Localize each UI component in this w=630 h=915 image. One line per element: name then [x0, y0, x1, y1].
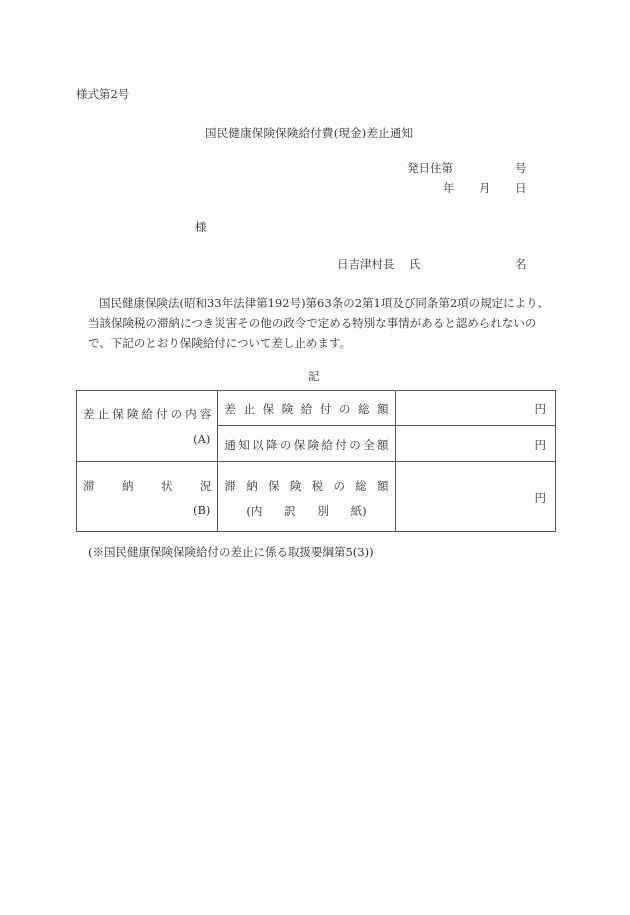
body-line-1: 国民健康保険法(昭和33年法律第192号)第63条の2第1項及び同条第2項の規定により、: [99, 296, 550, 310]
label-char: 通: [224, 438, 236, 452]
row-b-label-cell: [77, 462, 218, 532]
row-b-item-label: [224, 478, 388, 494]
label-char: 以: [252, 438, 264, 452]
issue-suffix: 号: [515, 161, 527, 175]
ki-heading: 記: [308, 369, 320, 383]
sender-title: 日吉津村長: [337, 257, 395, 271]
label-char: 険: [281, 402, 294, 416]
date-day: 日: [515, 181, 527, 195]
sender-mei: 名: [515, 257, 527, 271]
row-a-label: [83, 406, 211, 422]
label-char: 止: [243, 402, 255, 416]
label-char: の: [349, 438, 361, 452]
label-char: 納: [246, 479, 258, 493]
issue-prefix: 発日住第: [407, 161, 453, 175]
label-char: 額: [377, 479, 389, 493]
yen-unit: 円: [534, 491, 546, 505]
row-b-tag: (B): [192, 503, 211, 517]
date-year: 年: [443, 181, 455, 195]
row-b-item-sub: [246, 503, 366, 519]
label-char: 訳: [284, 504, 296, 518]
footnote: (※国民健康保険保険給付の差止に係る取扱要綱第5(3)): [88, 545, 374, 559]
label-char: 付: [335, 438, 347, 452]
date-month: 月: [479, 181, 491, 195]
label-char: 容: [199, 407, 212, 421]
row-a-item-1-amount[interactable]: [395, 391, 555, 426]
label-char: 滞: [224, 479, 236, 493]
label-char: 給: [300, 402, 313, 416]
label-char: 差: [224, 402, 236, 416]
yen-unit: 円: [534, 438, 546, 452]
label-char: 紙): [350, 504, 367, 518]
label-char: 状: [160, 479, 173, 493]
label-char: 降: [266, 438, 278, 452]
label-char: の: [333, 479, 345, 493]
label-char: 保: [112, 407, 124, 421]
label-char: 止: [97, 407, 110, 421]
label-char: 全: [363, 438, 375, 452]
label-char: 総: [358, 402, 370, 416]
row-a-item-1-cell: [218, 391, 395, 426]
row-a-item-2-cell: [218, 426, 395, 462]
row-a-tag: (A): [193, 432, 211, 446]
label-char: 険: [289, 479, 302, 493]
label-char: 況: [199, 479, 212, 493]
label-char: 保: [262, 402, 275, 416]
label-char: 滞: [83, 479, 95, 493]
label-char: 総: [355, 479, 367, 493]
label-char: の: [338, 402, 351, 416]
yen-unit: 円: [534, 402, 546, 416]
row-b-amount[interactable]: [395, 462, 555, 532]
sender-shi: 氏: [409, 257, 421, 271]
label-char: 保: [268, 479, 280, 493]
form-number: 様式第2号: [76, 87, 130, 101]
row-b-item-cell: [218, 462, 395, 532]
label-char: 付: [319, 402, 332, 416]
label-char: 給: [141, 407, 153, 421]
label-char: 知: [238, 438, 250, 452]
label-char: 税: [311, 479, 324, 493]
label-char: 額: [377, 402, 389, 416]
label-char: 給: [321, 438, 334, 452]
addressee-honorific: 様: [195, 220, 207, 234]
label-char: の: [170, 407, 183, 421]
row-a-item-2-amount[interactable]: [395, 426, 555, 462]
body-line-2: 当該保険税の滞納につき災害その他の政令で定める特別な事情があると認められないの: [88, 316, 537, 330]
row-a-label-cell: [77, 391, 218, 462]
document-title: 国民健康保険保険給付費(現金)差止通知: [205, 126, 414, 140]
label-char: 険: [126, 407, 139, 421]
body-line-3: で、下記のとおり保険給付について差し止めます。: [88, 336, 352, 350]
label-char: 差: [83, 407, 95, 421]
label-char: 内: [185, 407, 197, 421]
label-char: 保: [293, 438, 306, 452]
label-char: 納: [121, 479, 134, 493]
row-b-label: [83, 478, 211, 494]
row-a-item-2-label: [224, 437, 388, 453]
label-char: の: [279, 438, 292, 452]
row-a-item-1-label: [224, 401, 388, 417]
label-char: 付: [156, 407, 168, 421]
label-char: 険: [307, 438, 320, 452]
label-char: 別: [317, 504, 329, 518]
label-char: 額: [377, 438, 389, 452]
details-table: [76, 390, 556, 532]
body-paragraph: [88, 293, 558, 353]
label-char: (内: [246, 504, 263, 518]
